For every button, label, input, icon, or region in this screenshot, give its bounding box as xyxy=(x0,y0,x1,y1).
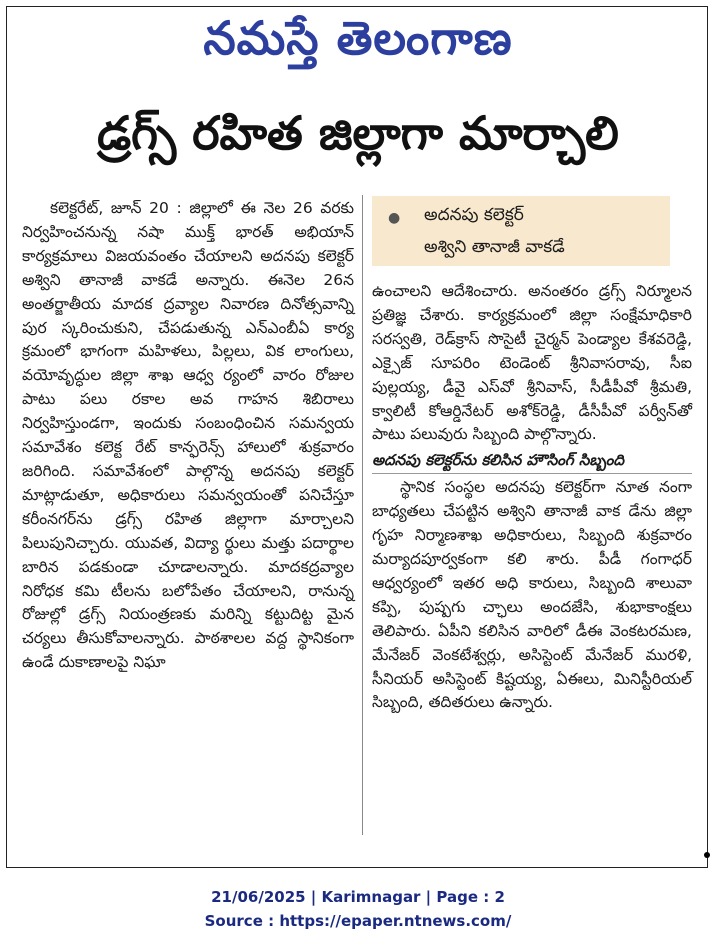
newspaper-masthead: నమస్తే తెలంగాణ xyxy=(203,11,513,65)
left-paragraph: కలెక్టరేట్, జూన్ 20 : జిల్లాలో ఈ నెల 26 వరకు నిర్వహించనున్న నషా ముక్త్ భారత్ అభియాన్ కార్యక్రమాలు విజయవంతం చేయాలని అదనపు కలెక్టర్ అశ్విని తానాజీ వాకడే అన్నారు. ఈనెల 26న అంతర్జాతీయ మాదక ద్రవ్యాల నివారణ దినోత్సవాన్ని పుర స్కరించుకుని, చేపడుతున్న ఎన్ఎంబీఏ కార్య క్రమంలో భాగంగా మహిళలు, పిల్లలు, విక లాంగులు, వయోవృద్ధుల జిల్లా శాఖ ఆధ్వ ర్యంలో వారం రోజుల పాటు పలు రకాల అవ గాహన శిబిరాలు నిర్వహిస్తుండగా, ఇందుకు సంబంధించిన సమన్వయ సమావేశం కలెక్ట రేట్ కాన్ఫరెన్స్ హాలులో శుక్రవారం జరిగింది. సమావేశంలో పాల్గొన్న అదనపు కలెక్టర్ మాట్లాడుతూ, అధికారులు సమన్వయంతో పనిచేస్తూ కరీంనగర్‌ను డ్రగ్స్ రహిత జిల్లాగా మార్చాలని పిలుపునిచ్చారు. యువత, విద్యా ర్థులు మత్తు పదార్థాల బారిన పడకుండా చూడాలన్నారు. మాదకద్రవ్యాల నిరోధక కమి టీలను బలోపేతం చేయాలని, రానున్న రోజుల్లో డ్రగ్స్ నియంత్రణకు మరిన్ని కట్టుదిట్ట మైన చర్యలు తీసుకోవాలన్నారు. పాఠశాలల వద్ద స్థానికంగా ఉండే దుకాణాలపై నిఘా xyxy=(22,199,354,672)
highlight-box xyxy=(372,196,670,266)
highlight-line-2: అశ్విని తానాజీ వాకడే xyxy=(424,237,565,257)
article-headline: డ్రగ్స్ రహిత జిల్లాగా మార్చాలి xyxy=(97,106,619,160)
highlight-line-1: అదనపు కలెక్టర్ xyxy=(424,205,524,225)
page-dot xyxy=(704,852,710,858)
left-column xyxy=(22,197,354,675)
bullet-icon: ● xyxy=(388,210,401,226)
column-divider xyxy=(362,195,363,835)
footer-date-edition: 21/06/2025 | Karimnagar | Page : 2 xyxy=(211,888,505,906)
right-paragraph-1: ఉంచాలని ఆదేశించారు. అనంతరం డ్రగ్స్ నిర్మూలన ప్రతిజ్ఞ చేశారు. కార్యక్రమంలో జిల్లా సంక్షేమాధికారి సరస్వతి, రెడ్‌క్రాస్ సొసైటీ చైర్మన్ పెండ్యాల కేశవరెడ్డి, ఎక్సైజ్ సూపరిం టెండెంట్ శ్రీనివాసరావు, సీఐ పుల్లయ్య, డీవై ఎస్‌వో శ్రీనివాస్, సీడీపీవో శ్రీమతి, క్వాలిటీ కోఆర్డినేటర్ అశోక్‌రెడ్డి, డీసీపీవో పర్వీన్‌తో పాటు పలువురు సిబ్బంది పాల్గొన్నారు. xyxy=(372,282,692,444)
footer-source: Source : https://epaper.ntnews.com/ xyxy=(204,912,512,930)
sub-headline: అదనపు కలెక్టర్‌ను కలిసిన హౌసింగ్ సిబ్బంది xyxy=(372,449,692,474)
right-column xyxy=(372,280,692,715)
right-paragraph-2: స్థానిక సంస్థల అదనపు కలెక్టర్‌గా నూత నంగా బాధ్యతలు చేపట్టిన అశ్విని తానాజీ వాక డేను జిల్లా గృహ నిర్మాణశాఖ అధికారులు, సిబ్బంది శుక్రవారం మర్యాదపూర్వకంగా కలి శారు. పీడీ గంగాధర్ ఆధ్వర్యంలో ఇతర అధి కారులు, సిబ్బంది శాలువా కప్పి, పుష్పగు చ్ఛాలు అందజేసి, శుభాకాంక్షలు తెలిపారు. ఏపీని కలిసిన వారిలో డీఈ వెంకటరమణ, మేనేజర్ వెంకటేశ్వర్లు, అసిస్టెంట్ మేనేజర్ మురళి, సీనియర్ అసిస్టెంట్ కిష్టయ్య, ఏఈలు, మినిస్టీరియల్ సిబ్బంది, తదితరులు ఉన్నారు. xyxy=(372,478,692,712)
